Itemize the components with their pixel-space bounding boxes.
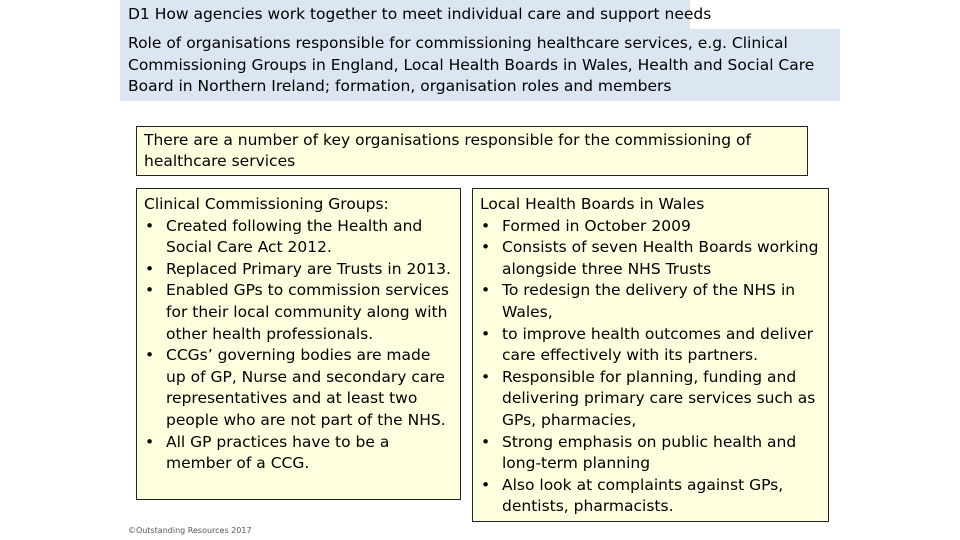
list-item: • CCGs’ governing bodies are made up of GP, Nurse and secondary care representatives and at least two people who are not part of the NHS. — [144, 345, 453, 431]
list-item: • All GP practices have to be a member of a CCG. — [144, 432, 453, 475]
list-item: • Consists of seven Health Boards working alongside three NHS Trusts — [480, 237, 821, 280]
list-item: • Formed in October 2009 — [480, 216, 821, 238]
list-item: • Strong emphasis on public health and long-term planning — [480, 432, 821, 475]
lhb-panel — [472, 188, 829, 522]
copyright-footer: ©Outstanding Resources 2017 — [128, 526, 252, 535]
slide-subtitle: Role of organisations responsible for commissioning healthcare services, e.g. Clinical Commissioning Groups in England, Local Health Boards in Wales, Health and Social Care Board in Northern Ireland; formation, organisation roles and members — [120, 29, 840, 101]
list-item: • Responsible for planning, funding and delivering primary care services such as GPs, pharmacies, — [480, 367, 821, 432]
ccg-panel-title: Clinical Commissioning Groups: — [144, 195, 389, 213]
slide-title: D1 How agencies work together to meet individual care and support needs — [120, 0, 690, 29]
list-item: • Enabled GPs to commission services for their local community along with other health professionals. — [144, 280, 453, 345]
ccg-bullet-list — [144, 216, 453, 475]
list-item: • Also look at complaints against GPs, dentists, pharmacists. — [480, 475, 821, 518]
list-item: • Replaced Primary are Trusts in 2013. — [144, 259, 453, 281]
list-item: • to improve health outcomes and deliver care effectively with its partners. — [480, 324, 821, 367]
list-item: • Created following the Health and Social Care Act 2012. — [144, 216, 453, 259]
lhb-bullet-list — [480, 216, 821, 518]
ccg-panel — [136, 188, 461, 500]
intro-box: There are a number of key organisations responsible for the commissioning of healthcare services — [136, 126, 808, 176]
lhb-panel-title: Local Health Boards in Wales — [480, 195, 705, 213]
list-item: • To redesign the delivery of the NHS in Wales, — [480, 280, 821, 323]
